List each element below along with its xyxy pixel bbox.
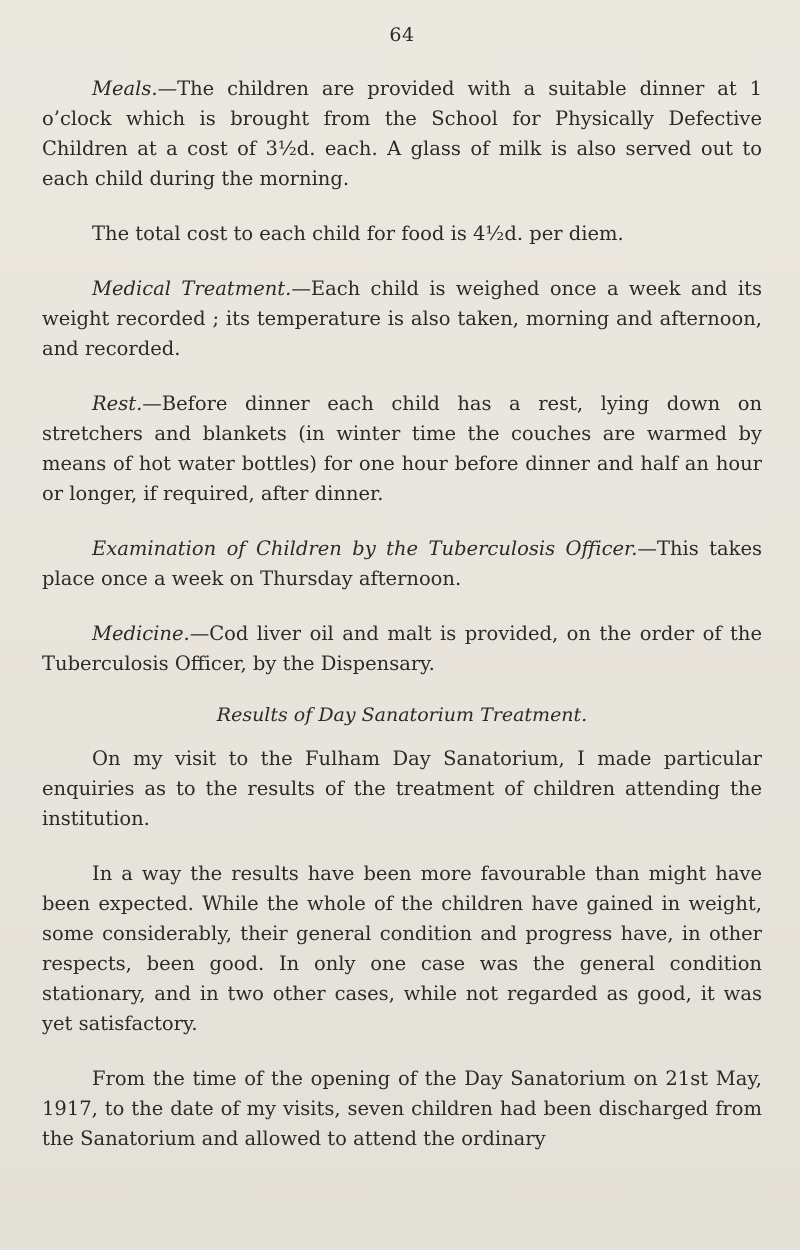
paragraph-total-cost	[42, 219, 762, 249]
section-heading: Results of Day Sanatorium Treatment.	[216, 704, 588, 726]
paragraph-rest	[42, 389, 762, 509]
total-cost-text: The total cost to each child for food is 4½d. per diem.	[92, 222, 624, 245]
paragraph-meals	[42, 74, 762, 194]
medicine-text: —Cod liver oil and malt is provided, on the order of the Tuberculosis Officer, by the Dispensary.	[42, 622, 762, 675]
paragraph-medical-treatment	[42, 274, 762, 364]
meals-text: —The children are provided with a suitable dinner at 1 o’clock which is brought from the School for Physically Defective Children at a cost of 3½d. each. A glass of milk is also served out to each child during the morning.	[42, 77, 762, 190]
rest-lead: Rest.	[92, 392, 143, 415]
section-paragraph-visit: On my visit to the Fulham Day Sanatorium, I made particular enquiries as to the results of the treatment of children attending the institution.	[42, 747, 762, 830]
medicine-lead: Medicine.	[92, 622, 190, 645]
meals-lead: Meals.	[92, 77, 158, 100]
paragraph-medicine	[42, 619, 762, 679]
page-number: 64	[389, 24, 415, 46]
medical-treatment-text: —Each child is weighed once a week and its weight recorded ; its temperature is also taken, morning and afternoon, and recorded.	[42, 277, 762, 360]
section-paragraph-discharged: From the time of the opening of the Day Sanatorium on 21st May, 1917, to the date of my visits, seven children had been discharged from the Sanatorium and allowed to attend the ordinary	[42, 1067, 762, 1150]
examination-text: —This takes place once a week on Thursday afternoon.	[42, 537, 762, 590]
section-paragraph-results: In a way the results have been more favourable than might have been expected. While the whole of the children have gained in weight, some considerably, their general condition and progress have, in other respects, been good. In only one case was the general condition stationary, and in two other cases, while not regarded as good, it was yet satisfactory.	[42, 862, 762, 1035]
medical-treatment-lead: Medical Treatment.	[92, 277, 292, 300]
rest-text: —Before dinner each child has a rest, lying down on stretchers and blankets (in winter time the couches are warmed by means of hot water bottles) for one hour before dinner and half an hour or longer, if required, after dinner.	[42, 392, 762, 505]
examination-lead: Examination of Children by the Tuberculosis Officer.	[92, 537, 638, 560]
paragraph-examination	[42, 534, 762, 594]
